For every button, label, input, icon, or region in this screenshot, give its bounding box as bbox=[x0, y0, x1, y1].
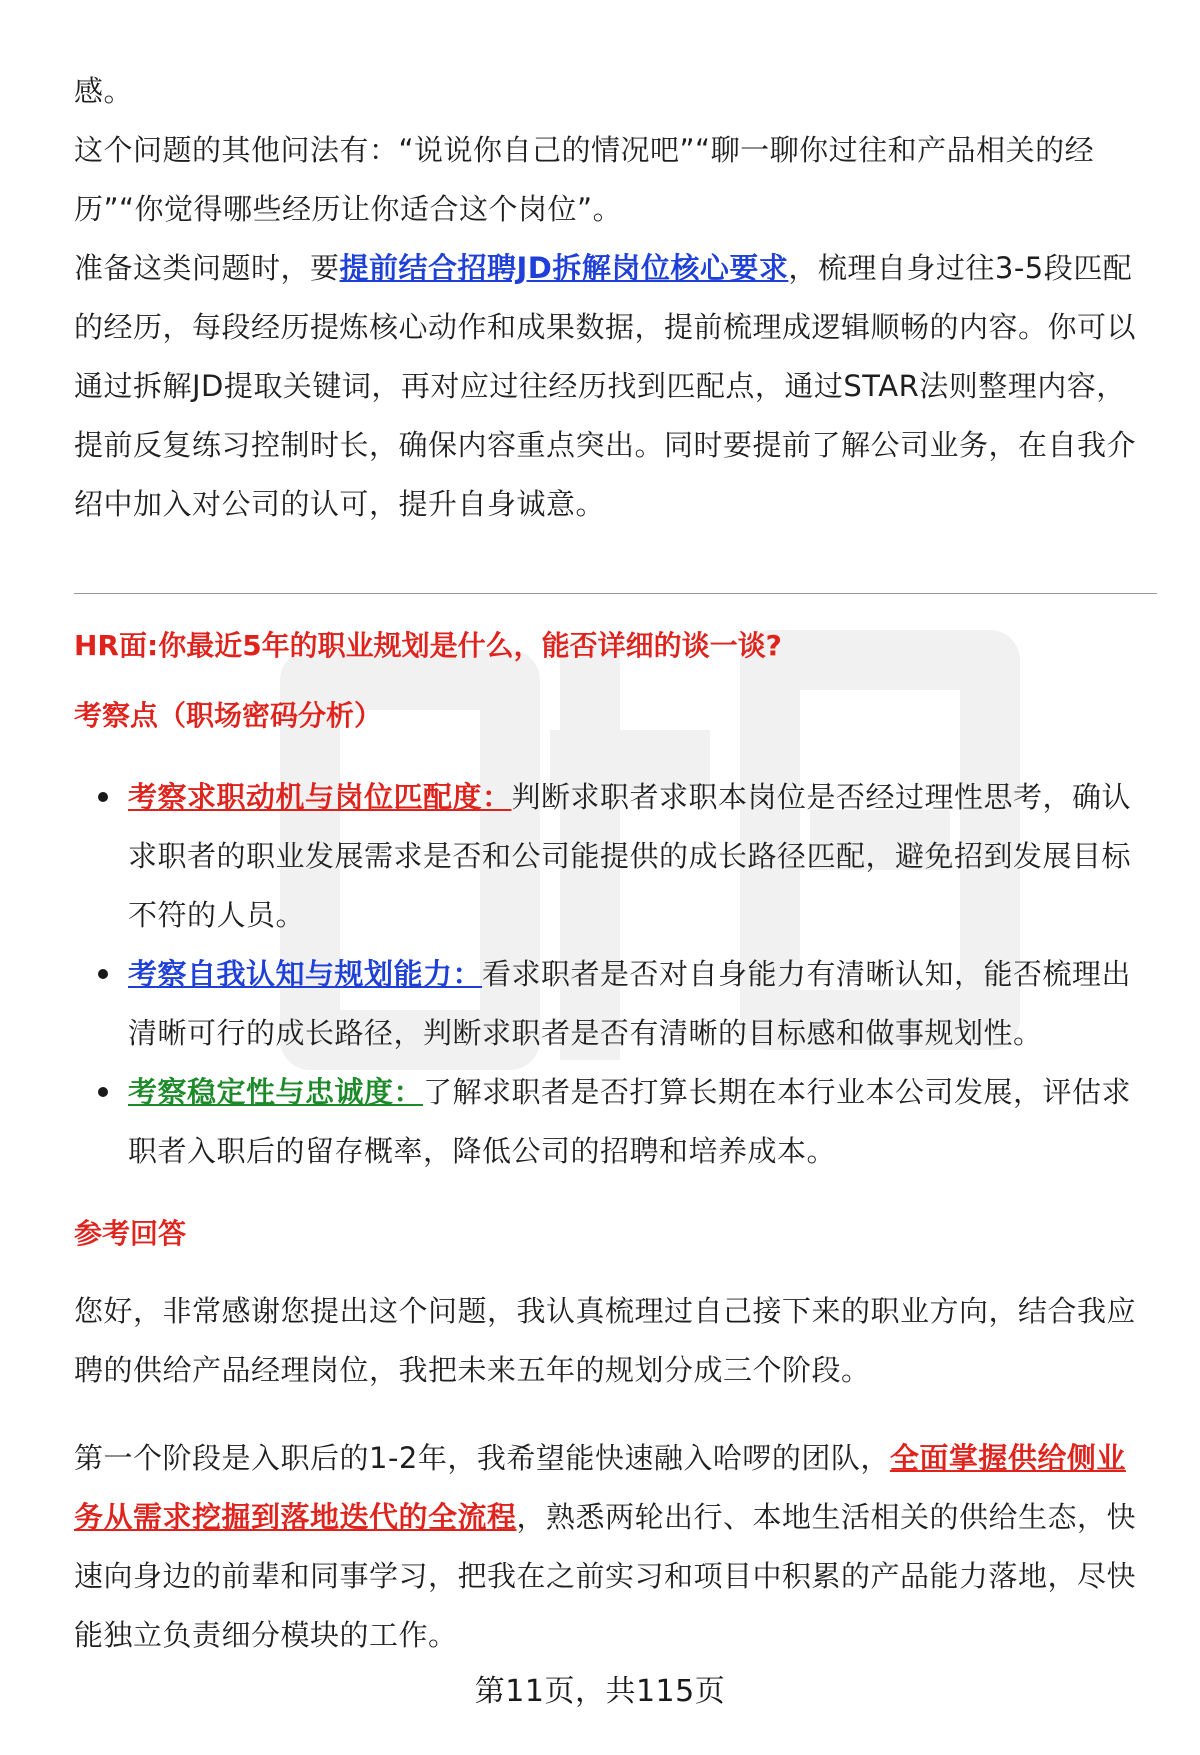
answer-p2-text bbox=[74, 1429, 1154, 1665]
answer-p1-text: 您好，非常感谢您提出这个问题，我认真梳理过自己接下来的职业方向，结合我应聘的供给产品经理岗位，我把未来五年的规划分成三个阶段。 bbox=[74, 1294, 1137, 1387]
answer-heading-block bbox=[74, 1208, 1154, 1260]
answer-paragraph-1 bbox=[74, 1282, 1154, 1400]
prep-highlight: 提前结合招聘JD拆解岗位核心要求 bbox=[339, 251, 789, 285]
analysis-heading: 考察点（职场密码分析） bbox=[74, 699, 383, 732]
analysis-heading-block bbox=[74, 690, 1154, 742]
analysis-item-text bbox=[128, 1063, 1154, 1181]
answer-p2-highlight: 全面掌握供给侧业务从需求挖掘到落地迭代的全流程 bbox=[74, 1441, 1126, 1534]
section-divider bbox=[74, 593, 1157, 594]
analysis-item-text bbox=[128, 945, 1154, 1063]
preparation-paragraph bbox=[74, 239, 1154, 534]
answer-p2-after: ，熟悉两轮出行、本地生活相关的供给生态，快速向身边的前辈和同事学习，把我在之前实习和项目中积累的产品能力落地，尽快能独立负责细分模块的工作。 bbox=[74, 1500, 1137, 1652]
prep-text-before: 准备这类问题时，要 bbox=[74, 251, 340, 285]
bullet-icon bbox=[98, 1087, 108, 1097]
bullet-icon bbox=[98, 792, 108, 802]
bullet-icon bbox=[98, 969, 108, 979]
question-title: HR面:你最近5年的职业规划是什么，能否详细的谈一谈? bbox=[74, 629, 782, 662]
intro-line-end: 感。 bbox=[74, 74, 134, 108]
analysis-item-label: 考察求职动机与岗位匹配度： bbox=[128, 780, 512, 814]
alt-questions-paragraph: 这个问题的其他问法有：“说说你自己的情况吧”“聊一聊你过往和产品相关的经历”“你觉得哪些经历让你适合这个岗位”。 bbox=[74, 133, 1095, 226]
list-item bbox=[74, 1063, 1154, 1181]
analysis-item-body: 看求职者是否对自身能力有清晰认知，能否梳理出清晰可行的成长路径，判断求职者是否有清晰的目标感和做事规划性。 bbox=[128, 957, 1132, 1050]
analysis-item-body: 判断求职者求职本岗位是否经过理性思考，确认求职者的职业发展需求是否和公司能提供的成长路径匹配，避免招到发展目标不符的人员。 bbox=[128, 780, 1132, 932]
answer-paragraph-2 bbox=[74, 1429, 1154, 1665]
analysis-item-label: 考察稳定性与忠诚度： bbox=[128, 1075, 424, 1109]
answer-p2-before: 第一个阶段是入职后的1-2年，我希望能快速融入哈啰的团队， bbox=[74, 1441, 890, 1475]
analysis-item-label: 考察自我认知与规划能力： bbox=[128, 957, 483, 991]
analysis-item-body: 了解求职者是否打算长期在本行业本公司发展，评估求职者入职后的留存概率，降低公司的招聘和培养成本。 bbox=[128, 1075, 1132, 1168]
analysis-item-text bbox=[128, 768, 1154, 945]
question-block bbox=[74, 620, 1154, 672]
page-number: 第11页，共115页 bbox=[474, 1674, 726, 1709]
intro-section bbox=[74, 62, 1154, 534]
list-item bbox=[74, 768, 1154, 945]
answer-heading: 参考回答 bbox=[74, 1217, 187, 1250]
analysis-list bbox=[74, 768, 1154, 1181]
prep-text-after: ，梳理自身过往3-5段匹配的经历，每段经历提炼核心动作和成果数据，提前梳理成逻辑顺畅的内容。你可以通过拆解JD提取关键词，再对应过往经历找到匹配点，通过STAR法则整理内容，提前反复练习控制时长，确保内容重点突出。同时要提前了解公司业务，在自我介绍中加入对公司的认可，提升自身诚意。 bbox=[74, 251, 1137, 521]
list-item bbox=[74, 945, 1154, 1063]
